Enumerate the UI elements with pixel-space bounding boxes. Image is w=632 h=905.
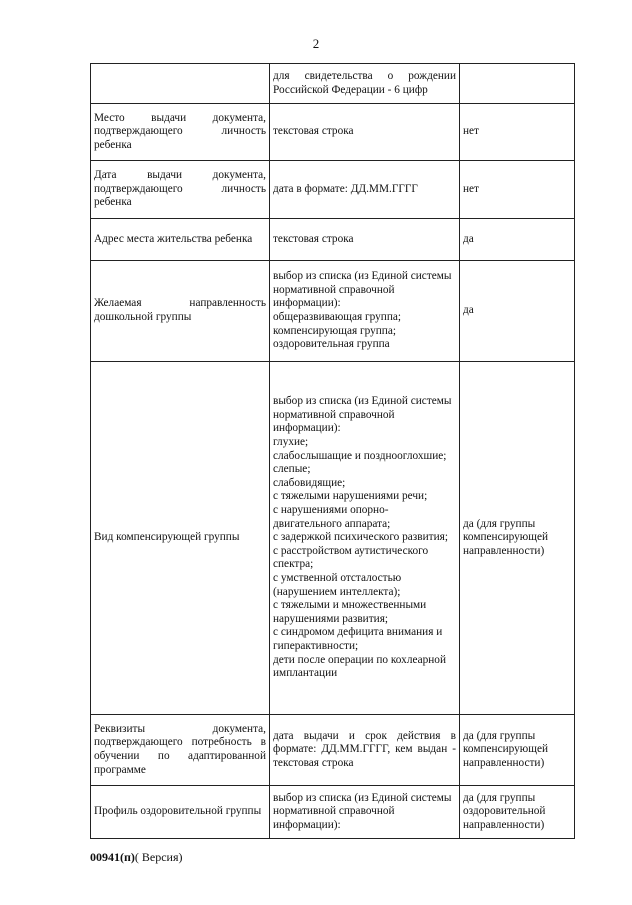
required-cell: да (для группы оздоровительной направленности) — [460, 786, 575, 839]
field-name-cell: Дата выдачи документа, подтверждающего личность ребенка — [91, 161, 270, 219]
field-name-cell — [91, 64, 270, 104]
required-cell: нет — [460, 161, 575, 219]
table-row — [91, 219, 575, 261]
field-name-cell: Реквизиты документа, подтверждающего потребность в обучении по адаптированной программе — [91, 715, 270, 786]
format-cell: текстовая строка — [270, 104, 460, 161]
required-cell: да (для группы компенсирующей направленности) — [460, 362, 575, 715]
field-name-cell: Желаемая направленность дошкольной группы — [91, 261, 270, 362]
document-footer — [90, 850, 183, 865]
format-cell: текстовая строка — [270, 219, 460, 261]
page-number: 2 — [312, 36, 320, 51]
table-row — [91, 362, 575, 715]
format-cell: дата в формате: ДД.ММ.ГГГГ — [270, 161, 460, 219]
required-cell: да — [460, 261, 575, 362]
document-code: 00941(п) — [90, 850, 135, 864]
format-cell: выбор из списка (из Единой системы нормативной справочной информации): общеразвивающая группа; компенсирующая группа; оздоровительная группа — [270, 261, 460, 362]
required-cell: нет — [460, 104, 575, 161]
table-row — [91, 786, 575, 839]
field-name-cell: Адрес места жительства ребенка — [91, 219, 270, 261]
table-row — [91, 104, 575, 161]
document-version: ( Версия) — [134, 850, 183, 864]
format-cell: выбор из списка (из Единой системы нормативной справочной информации): — [270, 786, 460, 839]
table-row — [91, 64, 575, 104]
table-row — [91, 161, 575, 219]
format-cell: дата выдачи и срок действия в формате: ДД.ММ.ГГГГ, кем выдан - текстовая строка — [270, 715, 460, 786]
required-cell: да — [460, 219, 575, 261]
field-name-cell: Вид компенсирующей группы — [91, 362, 270, 715]
format-cell: выбор из списка (из Единой системы нормативной справочной информации): глухие; слабослышащие и позднооглохшие; слепые; слабовидящие; с тяжелыми нарушениями речи; с нарушениями опорно-двигательного аппарата; с задержкой психического развития; с расстройством аутистического спектра; с умственной отсталостью (нарушением интеллекта); с тяжелыми и множественными нарушениями развития; с синдромом дефицита внимания и гиперактивности; дети после операции по кохлеарной имплантации — [270, 362, 460, 715]
requirements-table — [90, 63, 575, 839]
table-row — [91, 261, 575, 362]
required-cell: да (для группы компенсирующей направленности) — [460, 715, 575, 786]
format-cell: для свидетельства о рождении Российской Федерации - 6 цифр — [270, 64, 460, 104]
field-name-cell: Место выдачи документа, подтверждающего личность ребенка — [91, 104, 270, 161]
field-name-cell: Профиль оздоровительной группы — [91, 786, 270, 839]
table-row — [91, 715, 575, 786]
required-cell — [460, 64, 575, 104]
